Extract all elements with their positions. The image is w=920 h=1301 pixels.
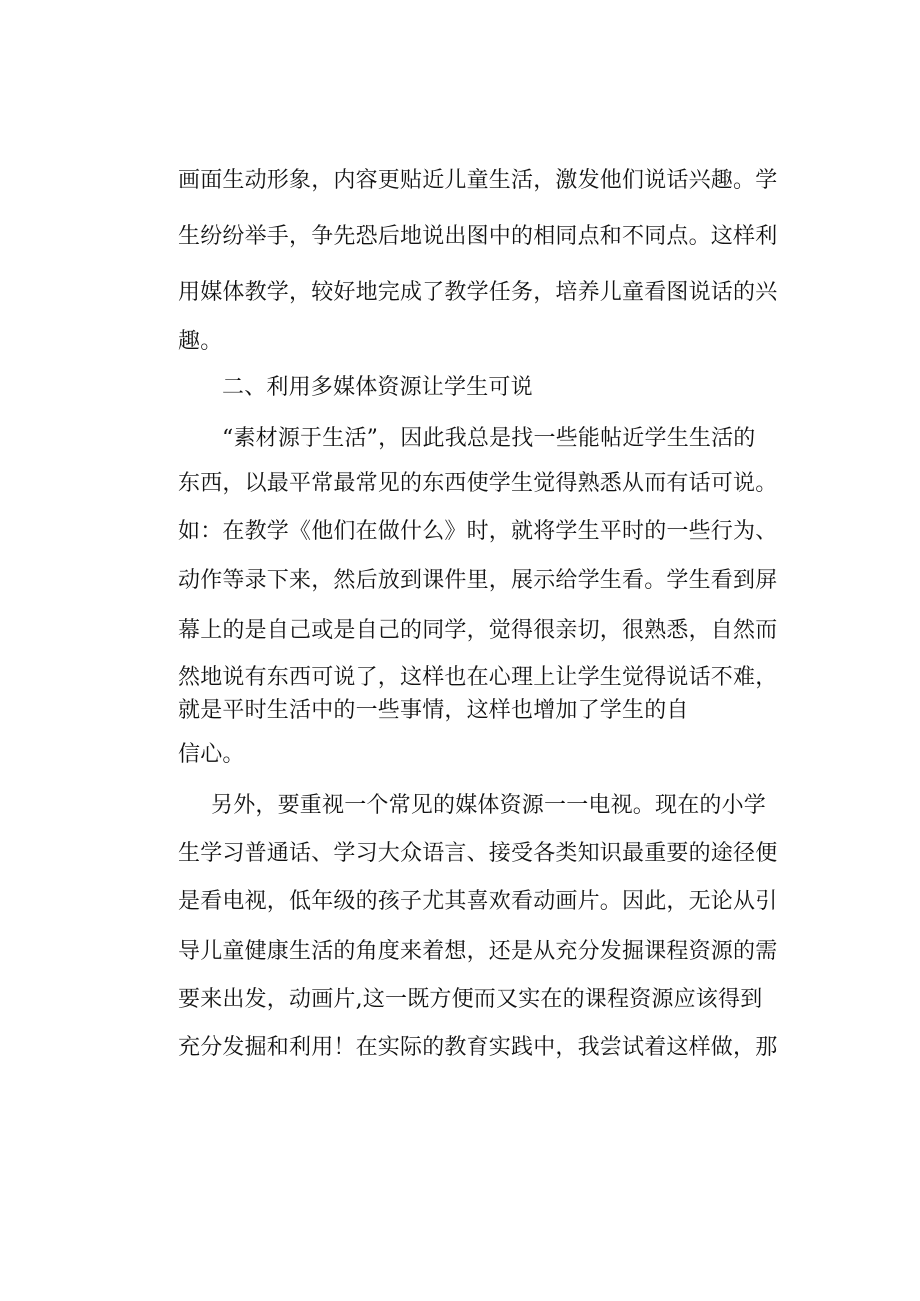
paragraph-line: 然地说有东西可说了，这样也在心理上让学生觉得说话不难， bbox=[178, 665, 778, 690]
paragraph-line: 幕上的是自己或是自己的同学，觉得很亲切，很熟悉，自然而 bbox=[178, 618, 778, 643]
paragraph-line: 要来出发，动画片,这一既方便而又实在的课程资源应该得到 bbox=[178, 987, 763, 1012]
paragraph-line: 画面生动形象，内容更贴近儿童生活，激发他们说话兴趣。学 bbox=[178, 168, 778, 193]
paragraph-line: 充分发掘和利用！在实际的教育实践中，我尝试着这样做，那 bbox=[178, 1035, 778, 1060]
paragraph-line: 如：在教学《他们在做什么》时，就将学生平时的一些行为、 bbox=[178, 519, 778, 544]
paragraph-line: 生纷纷举手，争先恐后地说出图中的相同点和不同点。这样利 bbox=[178, 224, 778, 249]
paragraph-line: 信心。 bbox=[178, 742, 245, 767]
paragraph-line: 东西，以最平常最常见的东西使学生觉得熟悉从而有话可说。 bbox=[178, 471, 778, 496]
paragraph-line: 是看电视，低年级的孩子尤其喜欢看动画片。因此，无论从引 bbox=[178, 889, 778, 914]
paragraph-line: 生学习普通话、学习大众语言、接受各类知识最重要的途径便 bbox=[178, 841, 778, 866]
paragraph-line: 趣。 bbox=[178, 329, 223, 354]
paragraph-line: “素材源于生活”，因此我总是找一些能帖近学生生活的 bbox=[222, 426, 756, 451]
paragraph-line: 用媒体教学，较好地完成了教学任务，培养儿童看图说话的兴 bbox=[178, 280, 778, 305]
paragraph-line: 另外，要重视一个常见的媒体资源一一电视。现在的小学 bbox=[211, 793, 767, 818]
section-heading: 二、利用多媒体资源让学生可说 bbox=[222, 375, 533, 400]
paragraph-line: 动作等录下来，然后放到课件里，展示给学生看。学生看到屏 bbox=[178, 568, 778, 593]
paragraph-line: 导儿童健康生活的角度来着想，还是从充分发掘课程资源的需 bbox=[178, 939, 778, 964]
paragraph-line: 就是平时生活中的一些事情，这样也增加了学生的自 bbox=[178, 698, 689, 723]
